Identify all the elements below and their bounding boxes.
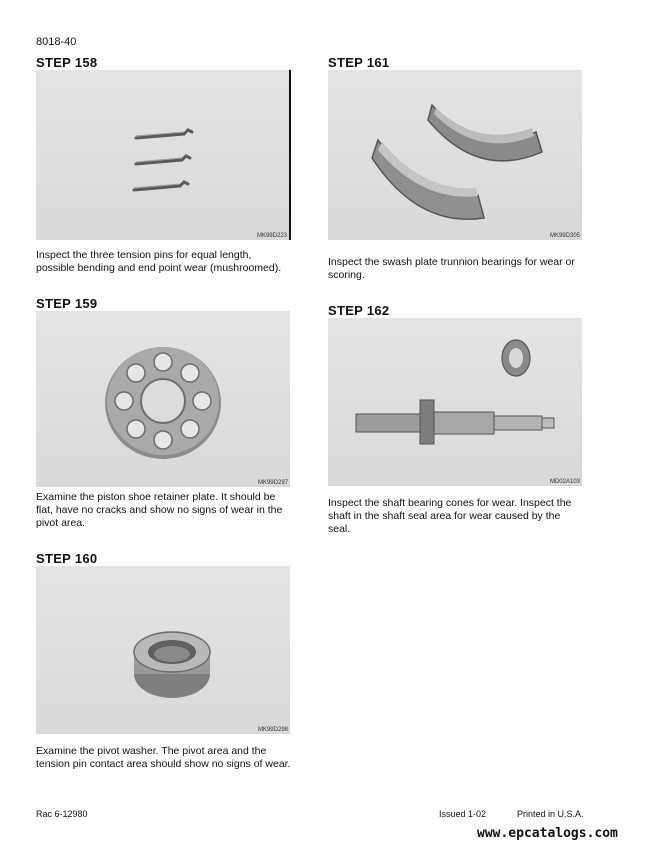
retainer-plate-photo (36, 311, 290, 487)
page-number: 8018-40 (36, 36, 77, 48)
divider-line (289, 70, 291, 240)
step-159-caption: Examine the piston shoe retainer plate. It should be flat, have no cracks and show no signs of wear in the pivot area. (36, 491, 283, 529)
step-159-title: STEP 159 (36, 296, 98, 311)
printed-location: Printed in U.S.A. (517, 809, 584, 819)
step-158-caption: Inspect the three tension pins for equal length, possible bending and end point wear (mushroomed). (36, 249, 282, 274)
document-reference: Rac 6-12980 (36, 809, 88, 819)
step-162-caption: Inspect the shaft bearing cones for wear. Inspect the shaft in the shaft seal area for wear caused by the seal. (328, 497, 572, 535)
shaft-bearing-photo (328, 318, 582, 486)
watermark-url: www.epcatalogs.com (477, 826, 618, 841)
issued-date: Issued 1-02 (439, 809, 487, 819)
pivot-washer-photo (36, 566, 290, 734)
photo-code: MK99D297 (257, 480, 288, 486)
step-160-title: STEP 160 (36, 551, 98, 566)
photo-code: MK99D305 (549, 233, 580, 239)
photo-code: MK99D223 (256, 233, 287, 239)
trunnion-bearings-photo (328, 70, 582, 240)
photo-code: MK99D298 (257, 727, 288, 733)
step-162-title: STEP 162 (328, 303, 390, 318)
photo-code: MD02A103 (549, 479, 580, 485)
step-161-caption: Inspect the swash plate trunnion bearings for wear or scoring. (328, 256, 575, 281)
step-158-title: STEP 158 (36, 55, 98, 70)
step-161-title: STEP 161 (328, 55, 390, 70)
tension-pins-photo (36, 70, 289, 240)
step-160-caption: Examine the pivot washer. The pivot area and the tension pin contact area should show no signs of wear. (36, 745, 291, 770)
